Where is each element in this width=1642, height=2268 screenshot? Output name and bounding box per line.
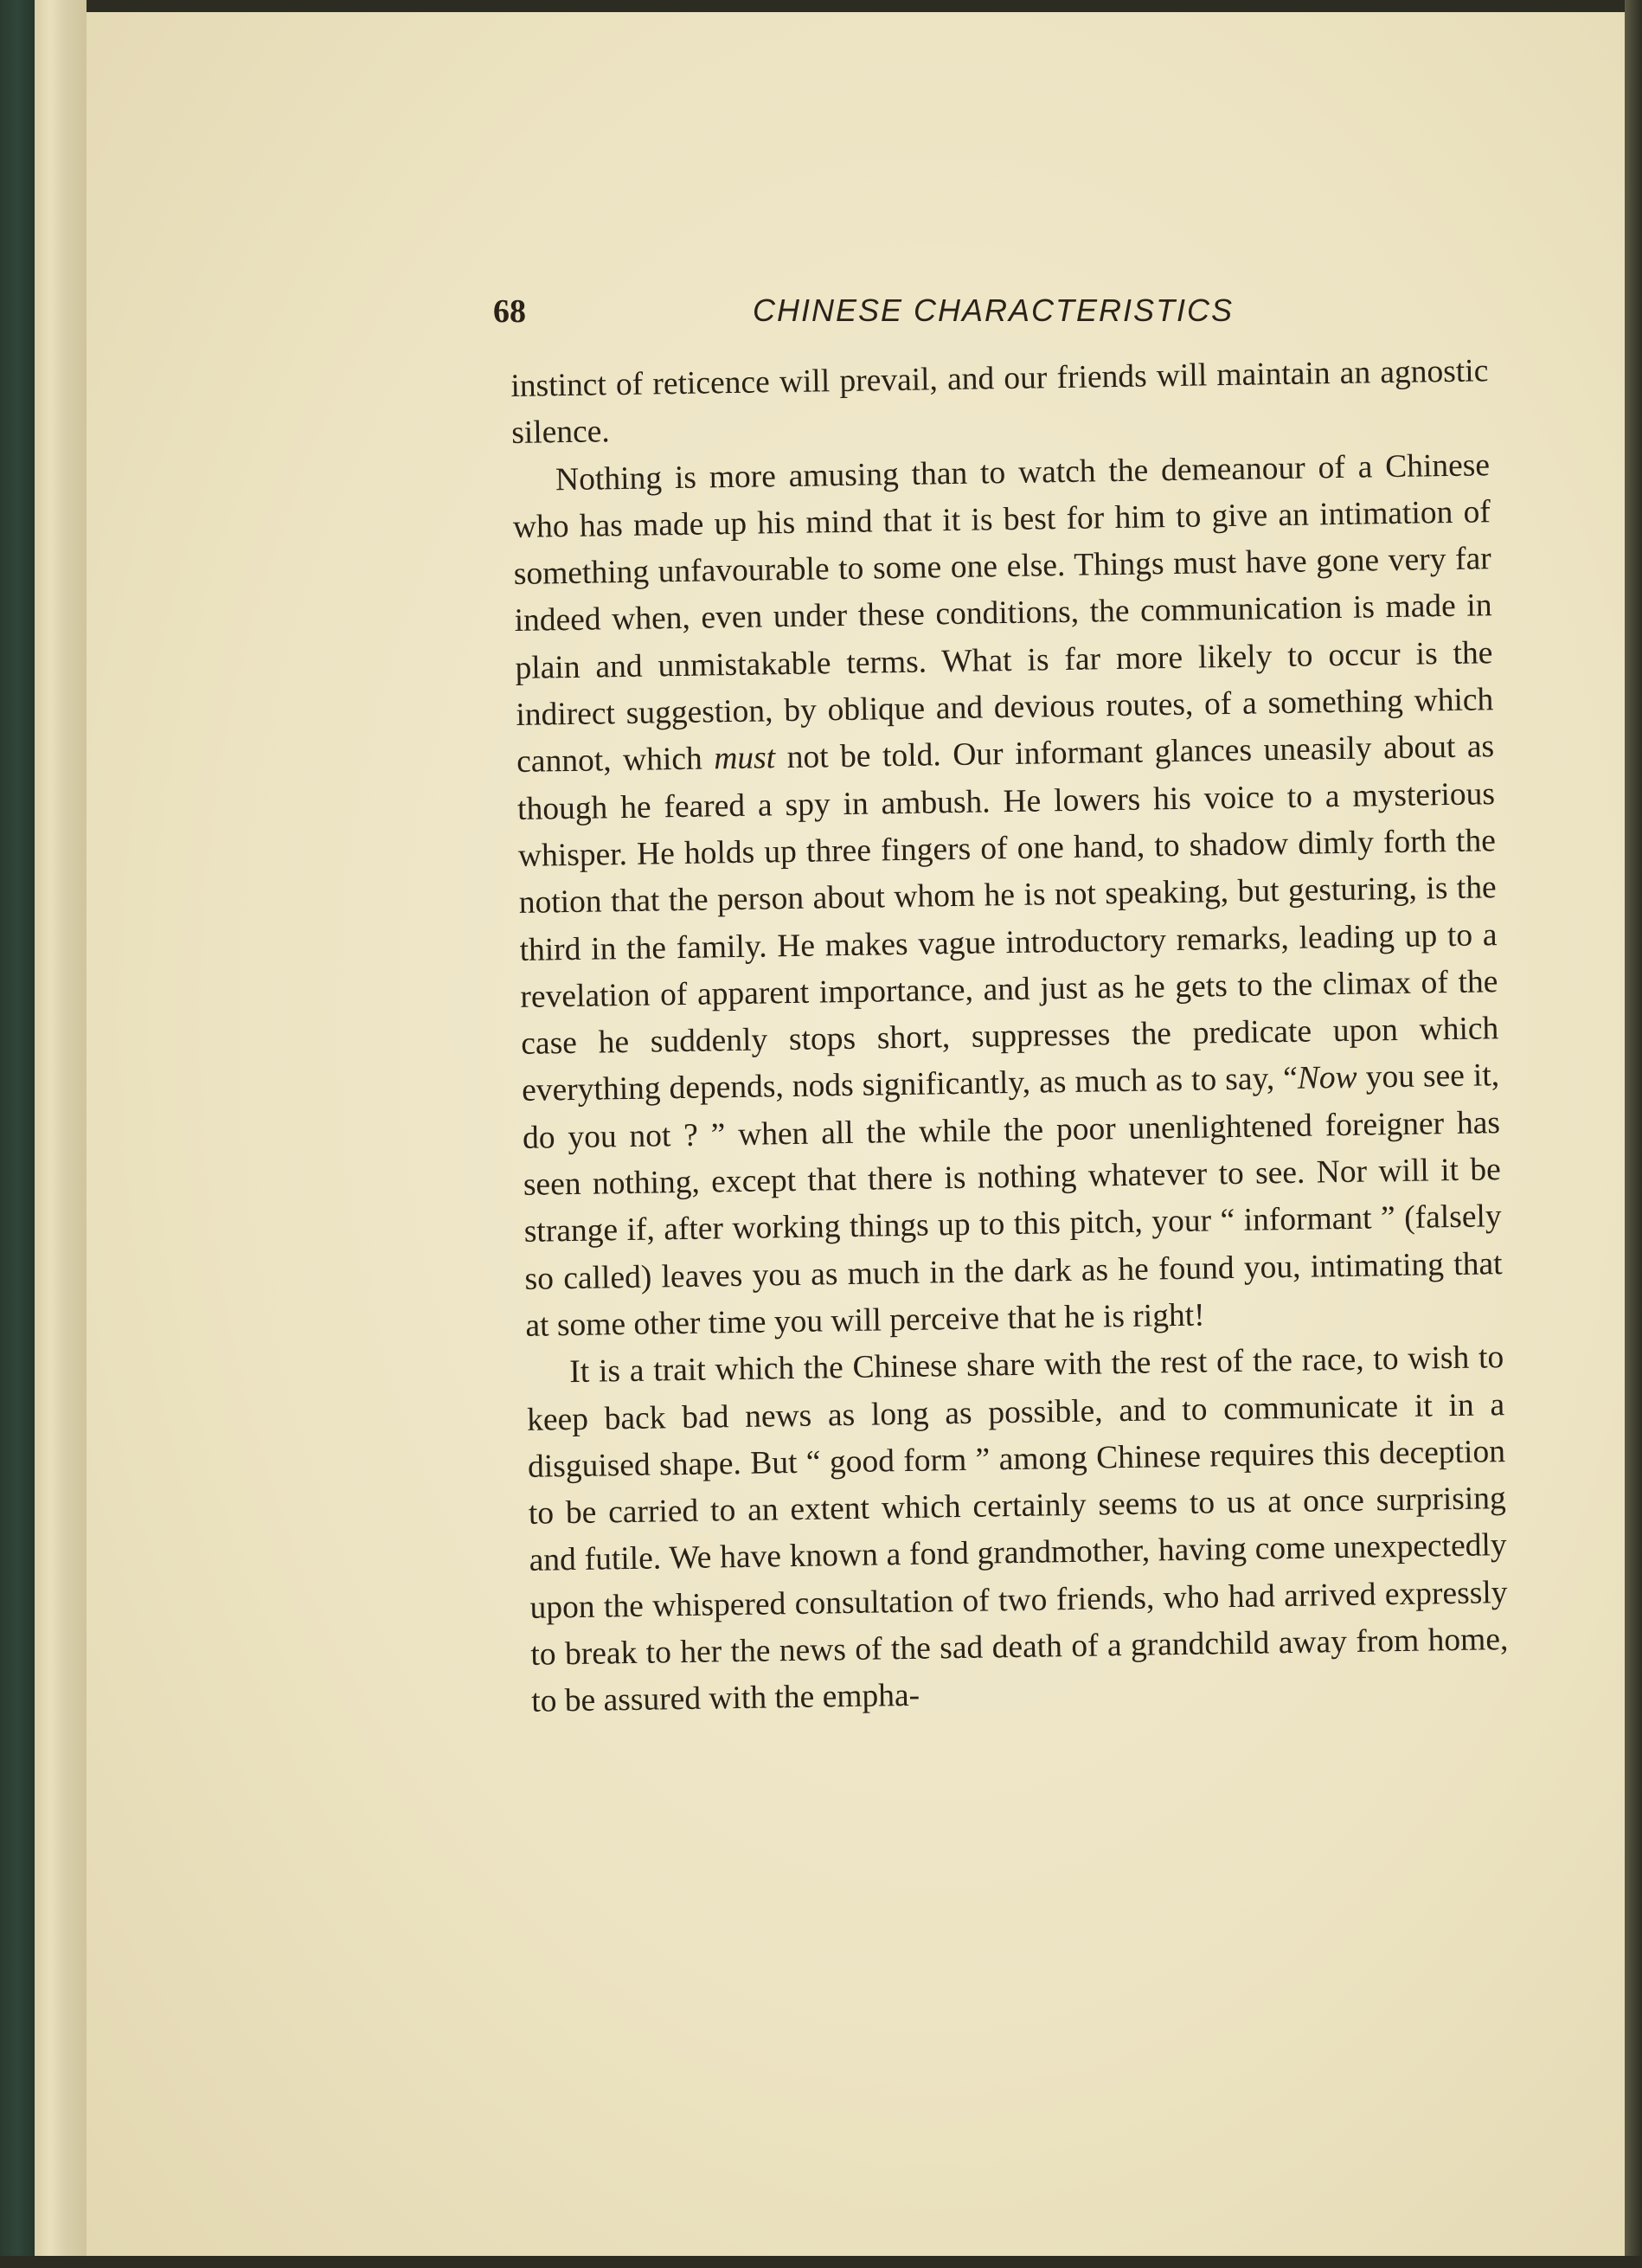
running-head: CHINESE CHARACTERISTICS [753,292,1235,328]
paragraph-1 [510,348,1490,457]
paragraph-text: not be told. Our informant glances uneasily about as though he feared a spy in ambush. He lowers his voice to a mysterious whisper. He holds up three fingers of one hand, to shadow dimly forth the notion that the person about whom he is not speaking, but gesturing, is the third in the family. He makes vague introductory remarks, leading up to a revelation of apparent importance, and just as he gets to the climax of the case he suddenly stops short, suppresses the predicate upon which everything depends, nods significantly, as much as to say, “ [516,729,1499,1109]
scan-bottom-border [0,2256,1642,2268]
scan-right-border [1625,0,1642,2268]
page-body [510,348,1510,1725]
scan-top-border [0,0,1642,12]
page-gutter [35,0,87,2268]
paragraph-text: instinct of reticence will prevail, and our friends will maintain an agnostic silence. [510,353,1489,452]
page-header [493,286,1497,346]
book-cover-edge [0,0,35,2268]
paragraph-text: you see it, do you not ? ” when all the while the poor unenlightened foreigner has seen nothing, except that there is nothing whatever to see. Nor will it be strange if, after working things up to this pitch, your “ informant ” (falsely so called) leaves you as much in the dark as he found you, intimating that at some other time you will perceive that he is right! [522,1057,1503,1344]
paragraph-3 [526,1334,1510,1725]
paragraph-text: Nothing is more amusing than to watch the demeanour of a Chinese who has made up his mind that it is best for him to give an intimation of something unfavourable to some one else. Things must have gone very far indeed when, even under these conditions, the communication is made in plain and unmistakable terms. What is far more likely to occur is the indirect suggestion, by oblique and devious routes, of a something which cannot, which [512,447,1494,781]
page-number: 68 [493,293,526,330]
paragraph-text: It is a trait which the Chinese share with the rest of the race, to wish to keep back bad news as long as possible, and to communicate it in a disguised shape. But “ good form ” among Chinese requires this deception to be carried to an extent which certainly seems to us at once surprising and futile. We have known a fond grandmother, having come unexpectedly upon the whispered consultation of two friends, who had arrived expressly to break to her the news of the sad death of a grandchild away from home, to be assured with the empha- [526,1340,1509,1720]
paragraph-2 [512,442,1504,1350]
italic-emphasis: Now [1297,1060,1357,1097]
italic-emphasis: must [713,740,776,777]
